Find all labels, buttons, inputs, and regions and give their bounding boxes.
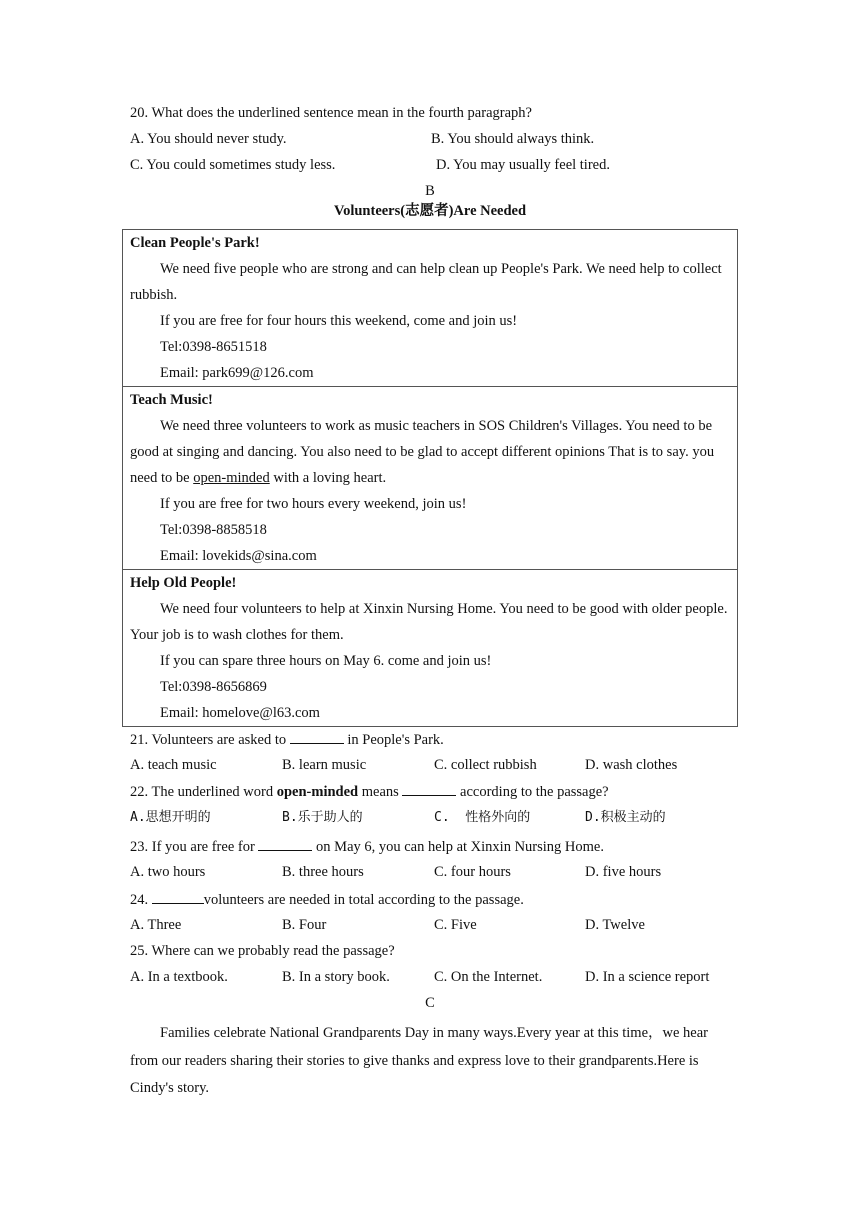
q22-option-c: C. 性格外向的	[434, 810, 531, 825]
section-b-letter: B	[425, 183, 435, 199]
answer-blank	[402, 781, 456, 796]
ad-body: We need four volunteers to help at Xinxin Nursing Home. You need to be good with older people. Your job is to wash clothes for them.	[130, 601, 728, 643]
q25-option-a: A. In a textbook.	[130, 969, 228, 985]
ad-heading: Help Old People!	[130, 575, 237, 591]
ad-teach-music	[123, 387, 738, 570]
q21-text: 21. Volunteers are asked to	[130, 732, 287, 748]
q21-option-b: B. learn music	[282, 757, 367, 773]
section-c-paragraph: Families celebrate National Grandparents Day in many ways.Every year at this time，we hear from our readers sharing their stories to give thanks and express love to their grandparents.Here is Cindy's story.	[130, 1025, 708, 1096]
q24-option-b: B. Four	[282, 917, 327, 933]
q21-text-end: in People's Park.	[347, 732, 444, 748]
q20-option-c: C. You could sometimes study less.	[130, 157, 336, 173]
q24-option-a: A. Three	[130, 917, 182, 933]
ad-heading: Clean People's Park!	[130, 235, 260, 251]
q20-option-b: B. You should always think.	[431, 131, 595, 147]
q21-option-c: C. collect rubbish	[434, 757, 537, 773]
q23-option-d: D. five hours	[585, 864, 662, 880]
question-23	[130, 836, 604, 857]
ad-body	[130, 413, 730, 491]
q23-text-end: on May 6, you can help at Xinxin Nursing Home.	[316, 839, 604, 855]
ad-heading: Teach Music!	[130, 392, 213, 408]
q22-option-a: A.思想开明的	[130, 810, 211, 825]
underlined-word: open-minded	[193, 470, 270, 486]
q20-option-a: A. You should never study.	[130, 131, 287, 147]
q24-text: 24.	[130, 892, 149, 908]
q22-option-b: B.乐于助人的	[282, 810, 363, 825]
ad-tel: Tel:0398-8858518	[160, 522, 267, 538]
q22-text: 22. The underlined word	[130, 784, 277, 800]
q23-option-b: B. three hours	[282, 864, 364, 880]
question-21	[130, 729, 444, 750]
q24-option-d: D. Twelve	[585, 917, 645, 933]
q25-option-b: B. In a story book.	[282, 969, 390, 985]
q22-option-d: D.积极主动的	[585, 810, 666, 825]
q21-option-a: A. teach music	[130, 757, 217, 773]
ad-availability: If you are free for two hours every weekend, join us!	[160, 496, 467, 512]
answer-blank	[258, 836, 312, 851]
q22-text-end: according to the passage?	[460, 784, 609, 800]
q23-option-c: C. four hours	[434, 864, 511, 880]
answer-blank	[152, 889, 204, 904]
q24-text-end: volunteers are needed in total according to the passage.	[203, 892, 524, 908]
q21-option-d: D. wash clothes	[585, 757, 678, 773]
question-24	[130, 889, 524, 910]
q25-option-d: D. In a science report	[585, 969, 710, 985]
q20-option-d: D. You may usually feel tired.	[436, 157, 610, 173]
q22-text-mid: means	[358, 784, 399, 800]
q23-text: 23. If you are free for	[130, 839, 255, 855]
q22-bold-word: open-minded	[276, 784, 359, 800]
question-20: 20. What does the underlined sentence mean in the fourth paragraph?	[130, 105, 532, 121]
answer-blank	[290, 729, 344, 744]
q24-option-c: C. Five	[434, 917, 477, 933]
ad-body-text: We need three volunteers to work as music teachers in SOS Children's Villages. You need to be good at singing and dancing. You also need to be glad to accept different opinions That is to say. you need to be	[130, 418, 715, 486]
section-b-title: Volunteers(志愿者)Are Needed	[333, 203, 527, 219]
ad-tel: Tel:0398-8656869	[160, 679, 267, 695]
ad-tel: Tel:0398-8651518	[160, 339, 267, 355]
ad-email: Email: homelove@l63.com	[160, 705, 320, 721]
ad-email: Email: lovekids@sina.com	[160, 548, 317, 564]
ad-email: Email: park699@126.com	[160, 365, 314, 381]
q25-option-c: C. On the Internet.	[434, 969, 543, 985]
q23-option-a: A. two hours	[130, 864, 206, 880]
ad-clean-park	[123, 230, 738, 387]
ad-body: We need five people who are strong and can help clean up People's Park. We need help to collect rubbish.	[130, 261, 722, 303]
section-c-letter: C	[425, 995, 435, 1011]
question-22	[130, 781, 609, 802]
ad-body-text-end: with a loving heart.	[269, 470, 387, 486]
question-25: 25. Where can we probably read the passage?	[130, 943, 395, 959]
volunteer-ads-table	[122, 229, 738, 727]
ad-availability: If you are free for four hours this weekend, come and join us!	[160, 313, 518, 329]
ad-availability: If you can spare three hours on May 6. come and join us!	[160, 653, 492, 669]
ad-help-old-people	[123, 570, 738, 727]
